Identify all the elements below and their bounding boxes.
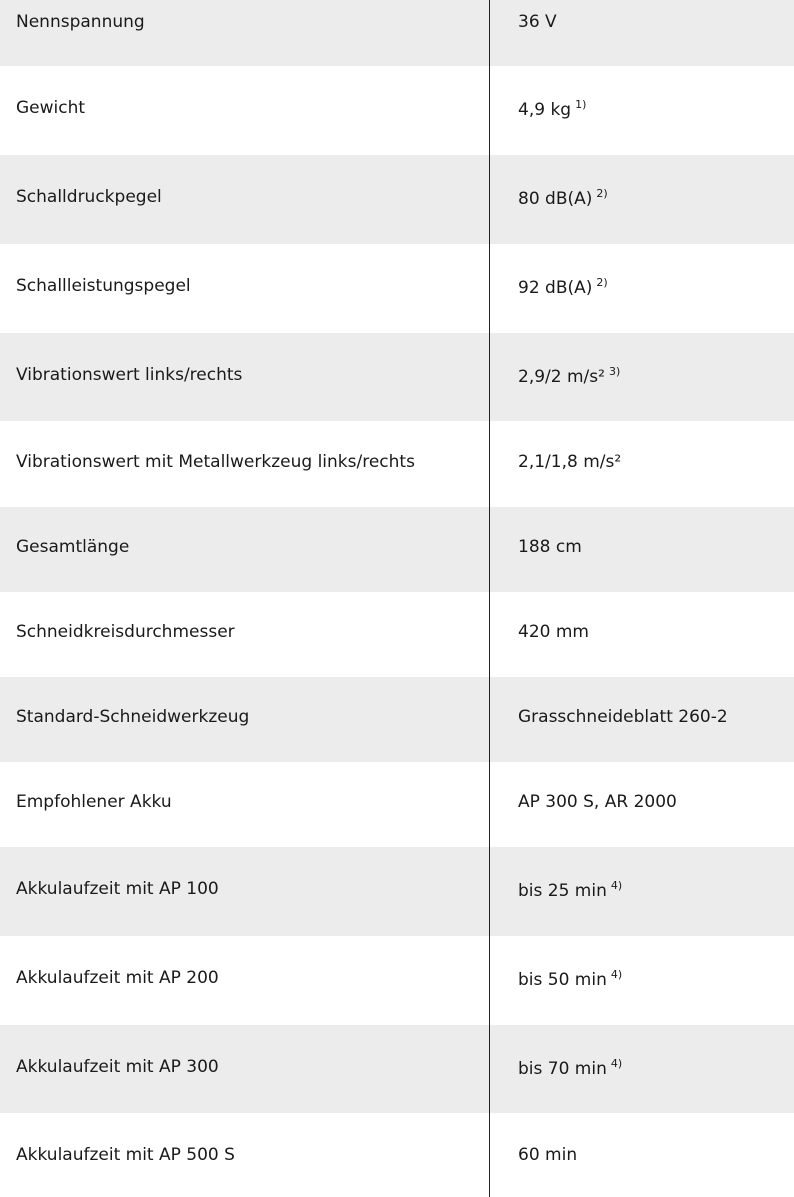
spec-value-text: 4,9 kg <box>518 100 572 120</box>
spec-value-text: bis 70 min <box>518 1059 607 1079</box>
spec-footnote: 3) <box>608 365 621 378</box>
spec-value <box>518 451 625 475</box>
spec-label: Akkulaufzeit mit AP 200 <box>16 968 219 988</box>
spec-label: Gewicht <box>16 98 86 118</box>
spec-row <box>0 244 794 333</box>
spec-label: Akkulaufzeit mit AP 500 S <box>16 1145 235 1165</box>
spec-value <box>518 969 622 993</box>
spec-value <box>518 1144 581 1168</box>
spec-value-text: 60 min <box>518 1145 578 1165</box>
spec-value-text: 92 dB(A) <box>518 278 593 298</box>
spec-value-text: 188 cm <box>518 537 582 557</box>
spec-row <box>0 421 794 507</box>
spec-value-text: 2,1/1,8 m/s² <box>518 452 622 472</box>
spec-value <box>518 791 681 815</box>
spec-value-text: bis 25 min <box>518 881 607 901</box>
spec-row <box>0 936 794 1025</box>
spec-footnote: 2) <box>596 187 608 200</box>
spec-label: Schneidkreisdurchmesser <box>16 622 235 642</box>
spec-row <box>0 847 794 936</box>
spec-value <box>518 706 732 730</box>
spec-value-text: 36 V <box>518 12 557 32</box>
spec-value <box>518 880 622 904</box>
spec-value-text: 420 mm <box>518 622 589 642</box>
spec-label: Vibrationswert mit Metallwerkzeug links/rechts <box>16 452 415 472</box>
spec-value <box>518 188 608 212</box>
spec-label: Schalldruckpegel <box>16 187 162 207</box>
spec-value-text: AP 300 S, AR 2000 <box>518 792 677 812</box>
spec-value <box>518 11 561 35</box>
spec-footnote: 4) <box>610 879 623 892</box>
spec-value <box>518 1058 622 1082</box>
spec-value <box>518 99 586 123</box>
spec-label: Empfohlener Akku <box>16 792 172 812</box>
spec-value-text: 2,9/2 m/s² <box>518 367 605 387</box>
spec-value <box>518 621 593 645</box>
spec-footnote: 4) <box>610 968 623 981</box>
spec-value-text: 80 dB(A) <box>518 189 593 209</box>
spec-row <box>0 155 794 244</box>
spec-row <box>0 507 794 592</box>
spec-row <box>0 762 794 847</box>
spec-label: Standard-Schneidwerkzeug <box>16 707 250 727</box>
spec-footnote: 1) <box>575 98 587 111</box>
spec-label: Nennspannung <box>16 12 145 32</box>
spec-label: Schallleistungspegel <box>16 276 191 296</box>
spec-row <box>0 0 794 66</box>
spec-value <box>518 536 586 560</box>
spec-label: Akkulaufzeit mit AP 300 <box>16 1057 219 1077</box>
spec-row <box>0 677 794 762</box>
spec-label: Akkulaufzeit mit AP 100 <box>16 879 219 899</box>
column-divider <box>489 0 490 1197</box>
spec-footnote: 4) <box>610 1057 623 1070</box>
spec-value-text: bis 50 min <box>518 970 607 990</box>
spec-row <box>0 1025 794 1113</box>
spec-label: Vibrationswert links/rechts <box>16 365 243 385</box>
spec-value-text: Grasschneideblatt 260-2 <box>518 707 728 727</box>
spec-row <box>0 592 794 677</box>
spec-row <box>0 1113 794 1197</box>
spec-value <box>518 366 620 390</box>
spec-label: Gesamtlänge <box>16 537 130 557</box>
spec-footnote: 2) <box>596 276 608 289</box>
spec-row <box>0 333 794 421</box>
spec-row <box>0 66 794 155</box>
spec-value <box>518 277 608 301</box>
